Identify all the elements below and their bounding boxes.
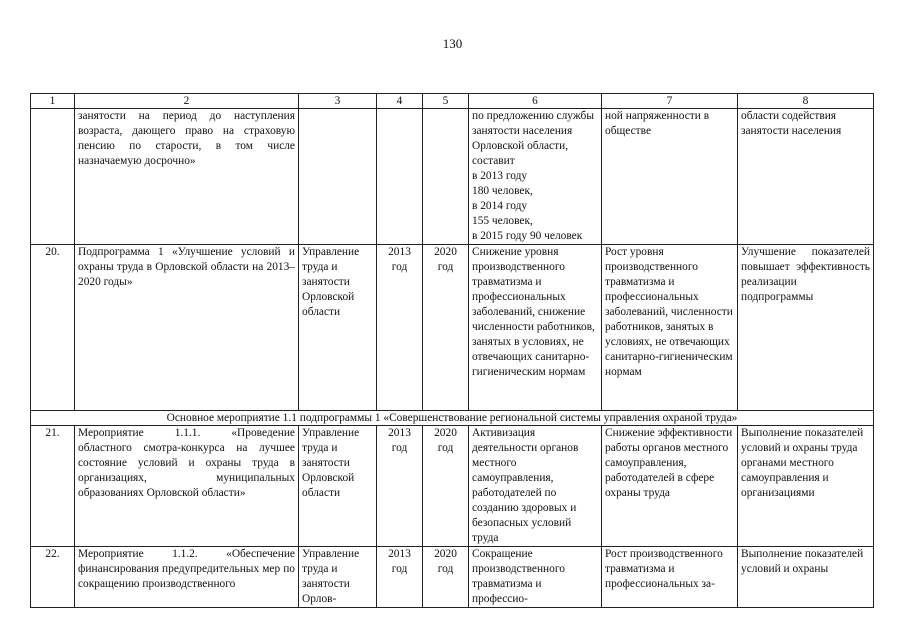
header-cell: 8 xyxy=(738,94,874,109)
cell-result: по предложению службы занятости населения Орловской области, составит в 2013 году 180 человек, в 2014 году 155 человек, в 2015 году 90 человек xyxy=(469,109,602,245)
section-row xyxy=(31,411,874,426)
cell-name: занятости на период до наступления возраста, дающего право на страховую пенсию по старости, в том числе назначаемую досрочно» xyxy=(75,109,299,245)
cell-end xyxy=(423,109,469,245)
table-row xyxy=(31,245,874,411)
cell-link: области содействия занятости населения xyxy=(738,109,874,245)
header-cell: 2 xyxy=(75,94,299,109)
cell-exec: Управление труда и занятости Орловской области xyxy=(299,426,377,547)
cell-start: 2013 год xyxy=(377,547,423,608)
header-row xyxy=(31,94,874,109)
cell-end: 2020 год xyxy=(423,245,469,411)
page-number: 130 xyxy=(442,36,463,51)
cell-risk: Рост производственного травматизма и профессиональных за- xyxy=(602,547,738,608)
header-cell: 3 xyxy=(299,94,377,109)
header-cell: 4 xyxy=(377,94,423,109)
cell-risk: Снижение эффективности работы органов местного самоуправления, работодателей в сфере охраны труда xyxy=(602,426,738,547)
cell-name: Мероприятие 1.1.2. «Обеспечение финансирования предупредительных мер по сокращению производственного xyxy=(75,547,299,608)
header-cell: 5 xyxy=(423,94,469,109)
cell-result: Сокращение производственного травматизма и профессио- xyxy=(469,547,602,608)
cell-end: 2020 год xyxy=(423,547,469,608)
cell-link: Выполнение показателей условий и охраны xyxy=(738,547,874,608)
header-cell: 6 xyxy=(469,94,602,109)
cell-risk: Рост уровня производственного травматизма и профессиональных заболеваний, численности работников, занятых в условиях, не отвечающих санитарно-гигиеническим нормам xyxy=(602,245,738,411)
cell-result: Снижение уровня производственного травматизма и профессиональных заболеваний, снижение численности работников, занятых в условиях, не отвечающих санитарно-гигиеническим нормам xyxy=(469,245,602,411)
cell-link: Улучшение показателей повышает эффективность реализации подпрограммы xyxy=(738,245,874,411)
cell-name: Подпрограмма 1 «Улучшение условий и охраны труда в Орловской области на 2013–2020 годы» xyxy=(75,245,299,411)
cell-num: 20. xyxy=(31,245,75,411)
cell-num xyxy=(31,109,75,245)
header-cell: 1 xyxy=(31,94,75,109)
program-table xyxy=(30,93,874,608)
cell-start xyxy=(377,109,423,245)
cell-end: 2020 год xyxy=(423,426,469,547)
cell-num: 21. xyxy=(31,426,75,547)
section-title: Основное мероприятие 1.1 подпрограммы 1 «Совершенствование региональной системы управления охраной труда» xyxy=(31,411,874,426)
table-row xyxy=(31,426,874,547)
header-cell: 7 xyxy=(602,94,738,109)
table-row xyxy=(31,547,874,608)
table-row-continuation xyxy=(31,109,874,245)
cell-exec xyxy=(299,109,377,245)
cell-name: Мероприятие 1.1.1. «Проведение областного смотра-конкурса на лучшее состояние условий и охраны труда в организациях, муниципальных образованиях Орловской области» xyxy=(75,426,299,547)
cell-exec: Управление труда и занятости Орлов- xyxy=(299,547,377,608)
cell-exec: Управление труда и занятости Орловской области xyxy=(299,245,377,411)
cell-start: 2013 год xyxy=(377,245,423,411)
cell-risk: ной напряженности в обществе xyxy=(602,109,738,245)
cell-num: 22. xyxy=(31,547,75,608)
cell-start: 2013 год xyxy=(377,426,423,547)
cell-result: Активизация деятельности органов местного самоуправления, работодателей по созданию здоровых и безопасных условий труда xyxy=(469,426,602,547)
cell-link: Выполнение показателей условий и охраны труда органами местного самоуправления и организациями xyxy=(738,426,874,547)
